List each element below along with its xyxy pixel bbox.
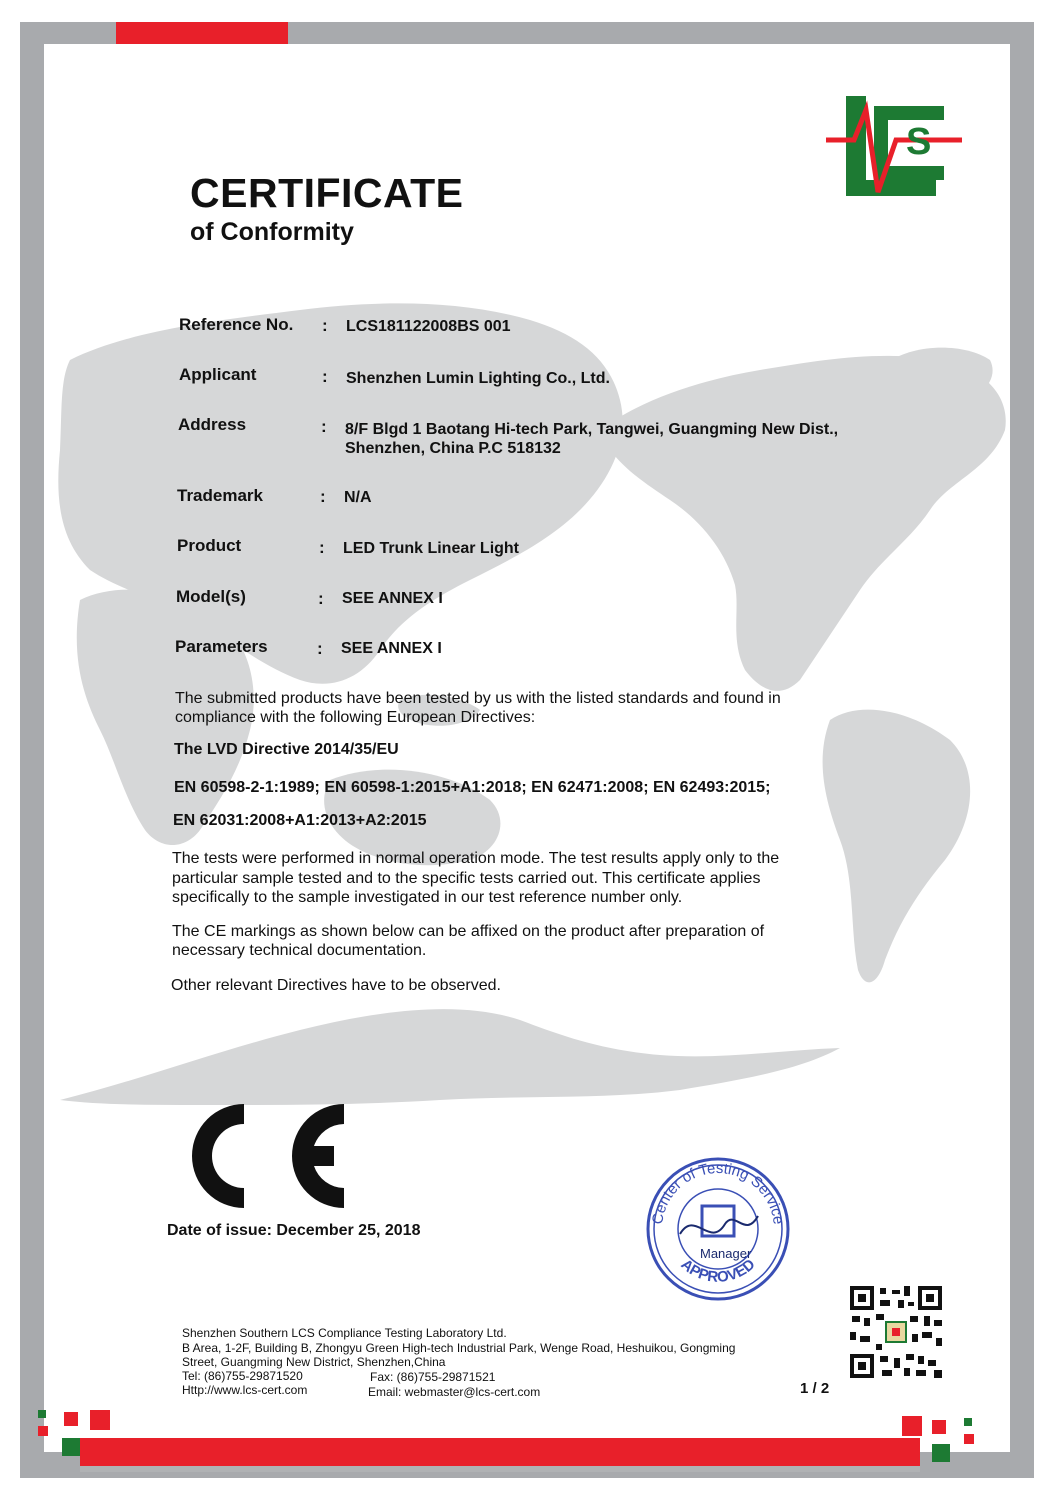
field-label-parameters: Parameters (175, 637, 268, 656)
field-colon: : (319, 538, 325, 557)
ce-mark-text: CE (180, 1096, 182, 1097)
ce-mark (180, 1096, 352, 1216)
footer-fax: Fax: (86)755-29871521 (370, 1370, 496, 1384)
field-value-address-line1: 8/F Blgd 1 Baotang Hi-tech Park, Tangwei, Guangming New Dist., (345, 421, 839, 438)
field-colon: : (322, 316, 328, 335)
footer-tel: Tel: (86)755-29871520 (182, 1369, 303, 1383)
corner-square (62, 1438, 80, 1456)
field-label-applicant: Applicant (179, 365, 257, 384)
standards-line-2: EN 62031:2008+A1:2013+A2:2015 (173, 812, 427, 829)
footer-address-line2: Street, Guangming New District, Shenzhen,China (182, 1355, 446, 1369)
stamp-ring-text: Center of Testing Service (649, 1159, 787, 1226)
corner-square (38, 1410, 46, 1418)
corner-square (964, 1418, 972, 1426)
field-label-address: Address (178, 415, 247, 434)
corner-square (90, 1410, 110, 1430)
corner-square (64, 1412, 78, 1426)
footer-web: Http://www.lcs-cert.com (182, 1383, 308, 1397)
certificate-subtitle: of Conformity (190, 218, 354, 246)
standards-line-1: EN 60598-2-1:1989; EN 60598-1:2015+A1:2018; EN 62471:2008; EN 62493:2015; (174, 779, 771, 796)
corner-square (902, 1416, 922, 1436)
field-value-trademark: N/A (344, 489, 372, 506)
footer-lab-name: Shenzhen Southern LCS Compliance Testing Laboratory Ltd. (182, 1326, 507, 1340)
date-of-issue: Date of issue: December 25, 2018 (167, 1222, 421, 1239)
field-colon: : (318, 589, 324, 608)
footer-email: Email: webmaster@lcs-cert.com (368, 1385, 541, 1399)
field-colon: : (321, 417, 327, 436)
corner-square (964, 1434, 974, 1444)
corner-square (38, 1426, 48, 1436)
field-value-address-line2: Shenzhen, China P.C 518132 (345, 440, 561, 457)
qr-code (850, 1286, 942, 1378)
field-colon: : (320, 487, 326, 506)
map-north-america (600, 356, 1006, 691)
directive-text: The LVD Directive 2014/35/EU (174, 741, 399, 758)
corner-square (932, 1420, 946, 1434)
field-label-trademark: Trademark (177, 486, 263, 505)
map-south-america (823, 710, 971, 983)
stamp-approved-text: APPROVED (677, 1255, 759, 1287)
ce-mark-c (192, 1104, 244, 1208)
tests-line-2: particular sample tested and to the specific tests carried out. This certificate applies (172, 870, 761, 887)
lcs-logo (826, 96, 962, 202)
logo-letter: S (906, 121, 932, 163)
other-directives: Other relevant Directives have to be observed. (171, 977, 501, 994)
field-colon: : (322, 367, 328, 386)
tests-line-3: specifically to the sample investigated in our test reference number only. (172, 889, 683, 906)
ce-line-2: necessary technical documentation. (172, 942, 427, 959)
intro-line-1: The submitted products have been tested by us with the listed standards and found in (175, 690, 781, 707)
field-value-applicant: Shenzhen Lumin Lighting Co., Ltd. (346, 370, 610, 387)
stamp-manager-text: Manager (700, 1246, 752, 1261)
field-label-models: Model(s) (176, 587, 246, 606)
ce-mark-e (292, 1104, 344, 1208)
footer-address-line1: B Area, 1-2F, Building B, Zhongyu Green High-tech Industrial Park, Wenge Road, Heshuikou, Gongming (182, 1341, 736, 1355)
svg-text:Center of Testing Service (649, 1160, 787, 1226)
page-number: 1 / 2 (800, 1380, 830, 1397)
field-label-product: Product (177, 536, 242, 555)
certificate-title: CERTIFICATE (190, 170, 464, 216)
field-label-reference: Reference No. (179, 315, 294, 334)
field-value-reference: LCS181122008BS 001 (346, 318, 511, 335)
intro-line-2: compliance with the following European Directives: (175, 709, 536, 726)
field-value-product: LED Trunk Linear Light (343, 540, 520, 557)
field-value-parameters: SEE ANNEX I (341, 640, 442, 657)
field-value-models: SEE ANNEX I (342, 590, 443, 607)
field-colon: : (317, 639, 323, 658)
tests-line-1: The tests were performed in normal operation mode. The test results apply only to the (172, 850, 780, 867)
stamp-signature (680, 1216, 758, 1234)
approval-stamp (640, 1154, 796, 1304)
corner-square (932, 1444, 950, 1462)
ce-line-1: The CE markings as shown below can be affixed on the product after preparation of (172, 923, 765, 940)
map-antarctica (60, 1009, 840, 1105)
